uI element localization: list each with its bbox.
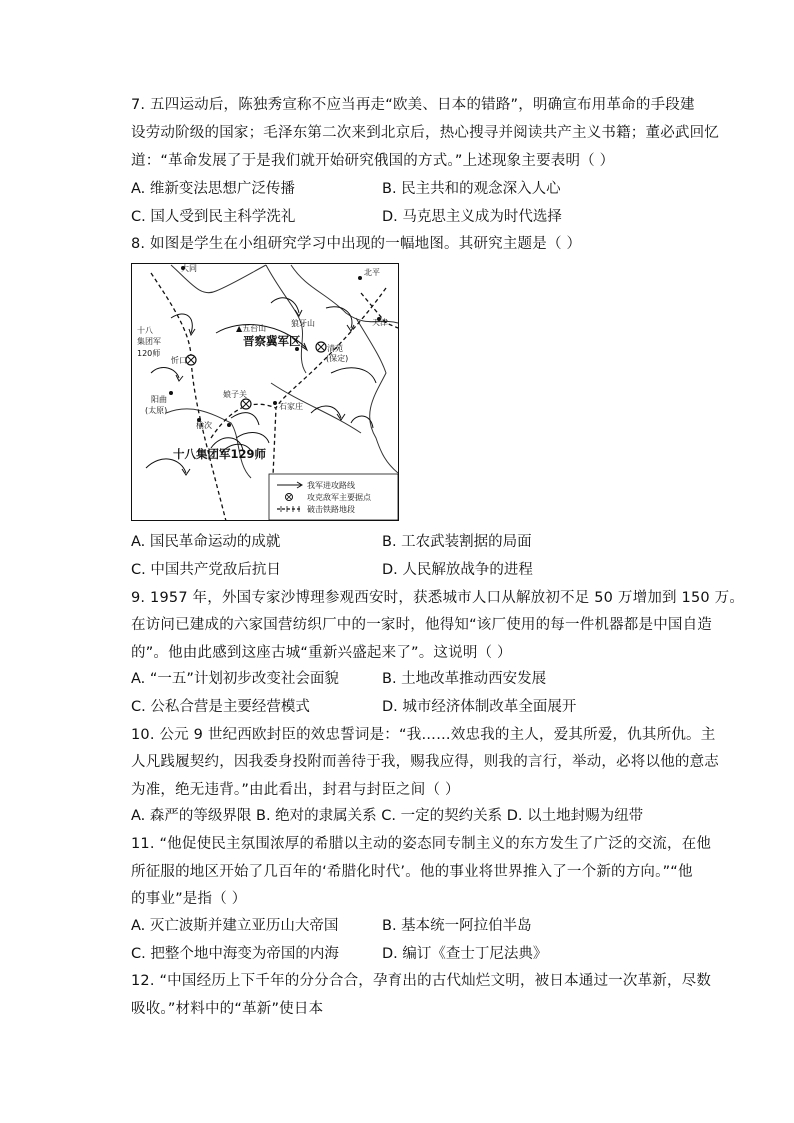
q7-stem-line-3: 道：“革命发展了于是我们就开始研究俄国的方式。”上述现象主要表明（ ）: [131, 153, 615, 169]
map-label-army120-line3: 120师: [137, 349, 161, 358]
q9-option-a: A. “一五”计划初步改变社会面貌: [131, 671, 339, 687]
map-label-army120-line1: 十八: [137, 326, 153, 335]
map-label-tianjin: 天津: [372, 318, 388, 327]
q11-stem-line-3: 的事业”是指（ ）: [131, 891, 247, 907]
q7-option-d: D. 马克思主义成为时代选择: [382, 209, 562, 225]
map-label-qingyuan: 清苑: [327, 344, 343, 353]
q8-option-d: D. 人民解放战争的进程: [382, 562, 533, 578]
q11-stem-line-1: 11. “他促使民主氛围浓厚的希腊以主动的姿态同专制主义的东方发生了广泛的交流，在他: [131, 836, 712, 852]
anti-japanese-campaign-map: [131, 263, 399, 521]
q11-option-c: C. 把整个地中海变为帝国的内海: [131, 946, 339, 962]
q9-stem-line-3: 的”。他由此感到这座古城“重新兴盛起来了”。这说明（ ）: [131, 645, 512, 661]
map-label-langyashan: 狼牙山: [291, 319, 315, 328]
map-label-wutaishan: ▲五台山: [236, 324, 267, 333]
q7-option-b: B. 民主共和的观念深入人心: [382, 181, 561, 197]
q7-option-a: A. 维新变法思想广泛传播: [131, 181, 295, 197]
map-label-datong: 大同: [181, 264, 197, 273]
q11-option-d: D. 编订《查士丁尼法典》: [382, 946, 548, 962]
q9-option-d: D. 城市经济体制改革全面展开: [382, 699, 577, 715]
q7-stem-line-2: 设劳动阶级的国家；毛泽东第二次来到北京后，热心搜寻并阅读共产主义书籍；董必武回忆: [131, 125, 719, 141]
map-label-xinkou: 忻口: [171, 356, 187, 365]
map-label-baoding: (保定): [326, 354, 349, 363]
legend-attack-route: 我军进攻路线: [307, 481, 355, 490]
map-label-army120-line2: 集团军: [137, 337, 161, 346]
q8-option-c: C. 中国共产党敌后抗日: [131, 562, 281, 578]
q9-stem-line-1: 9. 1957 年，外国专家沙博理参观西安时，获悉城市人口从解放初不足 50 万增加到 150 万。: [131, 590, 745, 606]
map-legend: [269, 474, 398, 520]
map-label-yangqu: 阳曲: [151, 395, 167, 404]
map-label-army129: 十八集团军129师: [173, 447, 267, 461]
q9-option-b: B. 土地改革推动西安发展: [382, 671, 547, 687]
q12-stem-line-1: 12. “中国经历上下千年的分分合合，孕育出的古代灿烂文明，被日本通过一次革新，尽数: [131, 973, 712, 989]
q10-stem-line-1: 10. 公元 9 世纪西欧封臣的效忠誓词是：“我……效忠我的主人，爱其所爱，仇其所仇。主: [131, 727, 716, 743]
q8-stem-line-1: 8. 如图是学生在小组研究学习中出现的一幅地图。其研究主题是（ ）: [131, 236, 582, 252]
map-label-yuci: 榆次: [196, 421, 212, 430]
q7-option-c: C. 国人受到民主科学洗礼: [131, 209, 296, 225]
map-label-taiyuan: (太原): [145, 406, 168, 415]
q9-stem-line-2: 在访问已建成的六家国营纺织厂中的一家时，他得知“该厂使用的每一件机器都是中国自造: [131, 617, 713, 633]
q11-stem-line-2: 所征服的地区开始了几百年的‘希腊化时代’。他的事业将世界推入了一个新的方向。”“他: [131, 864, 693, 880]
q7-stem-line-1: 7. 五四运动后，陈独秀宣称不应当再走“欧美、日本的错路”，明确宣布用革命的手段建: [131, 97, 695, 113]
q10-stem-line-2: 人凡践履契约，因我委身投附而善待于我，赐我应得，则我的言行，举动，必将以他的意志: [131, 754, 719, 770]
q10-stem-line-3: 为准，绝无违背。”由此看出，封君与封臣之间（ ）: [131, 782, 460, 798]
q10-options: A. 森严的等级界限 B. 绝对的隶属关系 C. 一定的契约关系 D. 以土地封赐为纽带: [131, 808, 644, 824]
q11-option-b: B. 基本统一阿拉伯半岛: [382, 918, 532, 934]
q12-stem-line-2: 吸收。”材料中的“革新”使日本: [131, 1001, 324, 1017]
q8-option-b: B. 工农武装割据的局面: [382, 534, 532, 550]
q8-option-a: A. 国民革命运动的成就: [131, 534, 281, 550]
map-label-beiping: 北平: [364, 268, 380, 277]
legend-stronghold: 攻克敌军主要据点: [307, 493, 371, 502]
q11-option-a: A. 灭亡波斯并建立亚历山大帝国: [131, 918, 339, 934]
q9-option-c: C. 公私合营是主要经营模式: [131, 699, 310, 715]
legend-railway: 破击铁路地段: [307, 505, 355, 514]
map-label-niangziguan: 娘子关: [223, 390, 247, 399]
map-label-shijiazhuang: 石家庄: [279, 402, 303, 411]
map-label-region: 晋察冀军区: [243, 334, 301, 348]
